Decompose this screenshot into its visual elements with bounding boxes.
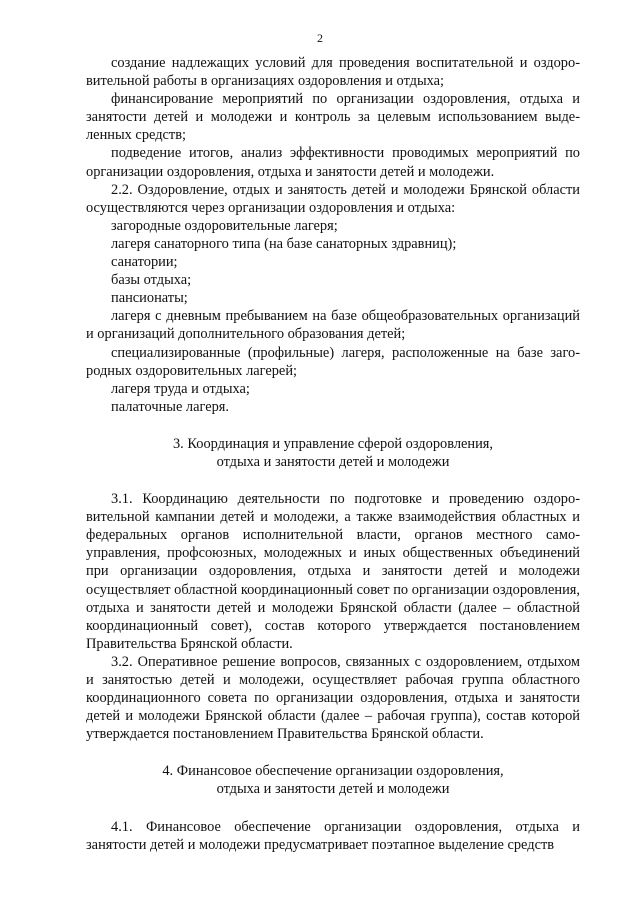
facility-item-4: базы отдыха; — [111, 272, 192, 289]
page-number: 2 — [317, 31, 323, 45]
facility-item-2: лагеря санаторного типа (на базе санаторных здравниц); — [111, 235, 457, 252]
clause-4-1: 4.1. Финансовое обеспечение организации оздоровления, отдыха и занятости детей и молодежи предусматривает поэтапное выделение средств — [86, 818, 580, 853]
section-3-heading: 3. Координация и управление сферой оздоровления, отдыха и занятости детей и молодежи — [172, 435, 494, 470]
facility-item-8: лагеря труда и отдыха; — [111, 380, 250, 397]
facility-item-3: санатории; — [111, 254, 178, 271]
facility-item-1: загородные оздоровительные лагеря; — [111, 217, 338, 234]
facility-item-5: пансионаты; — [111, 290, 188, 307]
section-4-heading: 4. Финансовое обеспечение организации оздоровления, отдыха и занятости детей и молодежи — [162, 763, 504, 798]
clause-2-2: 2.2. Оздоровление, отдых и занятость детей и молодежи Брянской области осуществляются через организации оздоровления и отдыха: — [86, 181, 580, 216]
clause-3-2: 3.2. Оперативное решение вопросов, связанных с оздоровлением, отдыхом и занятостью детей и молодежи, осуществляет рабочая группа областного координационного совета по организации оздоровления, отдыха и занятости детей и молодежи Брянской области (далее – рабочая группа), состав которой утверждается постановлением Правительства Брянской области. — [86, 653, 580, 743]
clause-3-1: 3.1. Координацию деятельности по подготовке и проведению оздоровительной кампании детей и молодежи, а также взаимодействия областных и федеральных органов исполнительной власти, органов местного самоуправления, профсоюзных, молодежных и иных общественных объединений при организации оздоровления, отдыха и занятости детей и молодежи осуществляет областной координационный совет по организации оздоровления, отдыха и занятости детей и молодежи Брянской области (далее – областной координационный совет), состав которого утверждается постановлением Правительства Брянской области. — [86, 491, 580, 652]
intro-item-2: финансирование мероприятий по организации оздоровления, отдыха и занятости детей и молодежи и контроль за целевым использованием выделенных средств; — [86, 91, 580, 144]
facility-item-9: палаточные лагеря. — [111, 398, 230, 415]
facility-item-7: специализированные (профильные) лагеря, расположенные на базе загородных оздоровительных лагерей; — [86, 344, 580, 379]
intro-item-1: создание надлежащих условий для проведения воспитательной и оздоровительной работы в организациях оздоровления и отдыха; — [86, 55, 580, 90]
intro-item-3: подведение итогов, анализ эффективности проводимых мероприятий по организации оздоровления, отдыха и занятости детей и молодежи. — [86, 145, 580, 180]
facility-item-6: лагеря с дневным пребыванием на базе общеобразовательных организаций и организаций дополнительного образования детей; — [86, 308, 580, 343]
document-body — [86, 54, 580, 854]
